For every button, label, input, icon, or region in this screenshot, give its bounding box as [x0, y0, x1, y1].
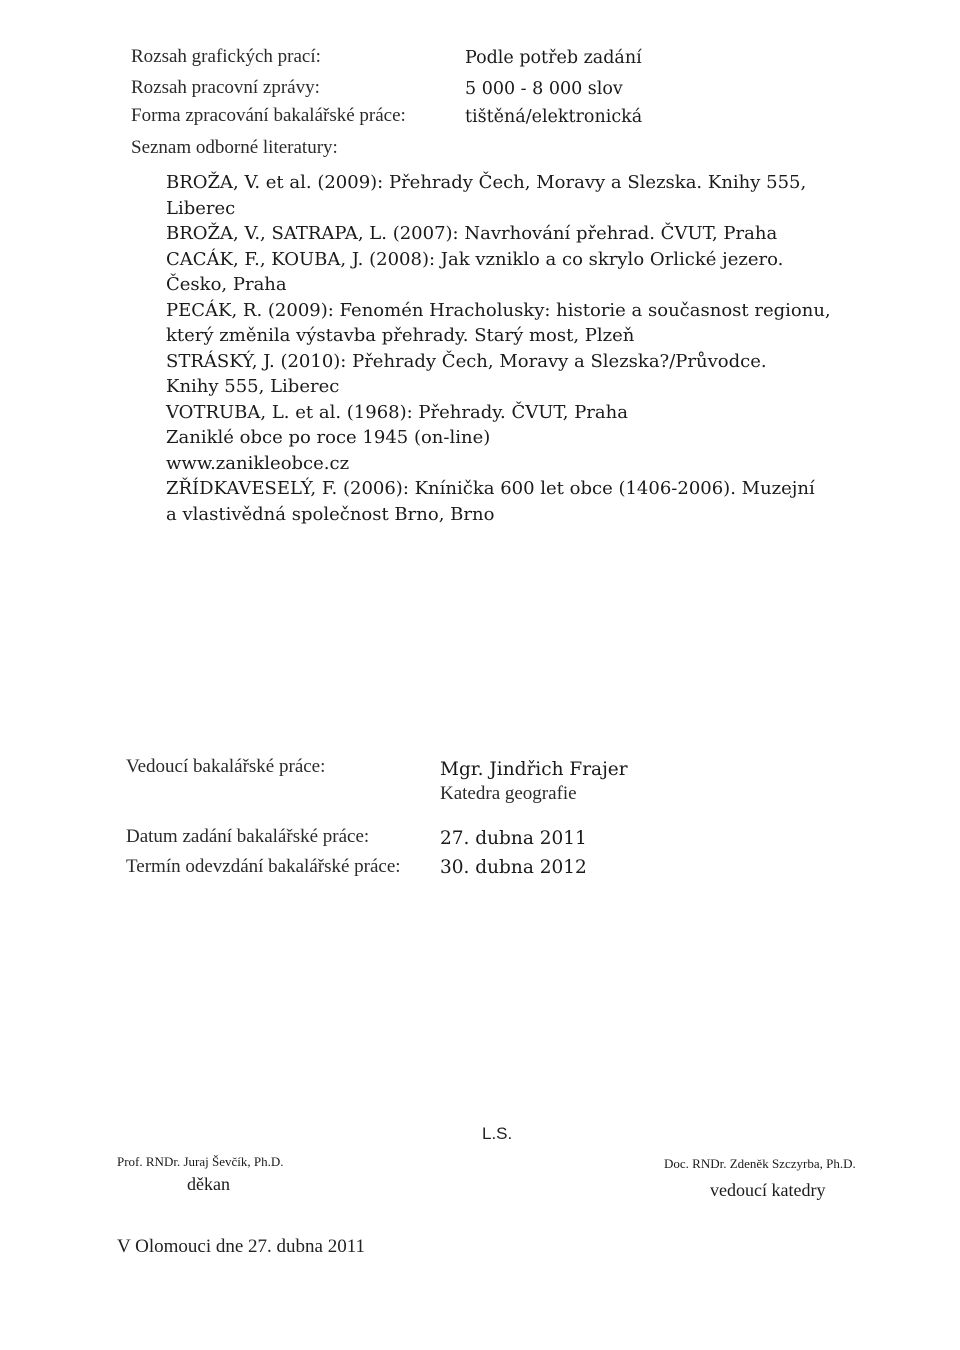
reference-line: www.zanikleobce.cz [166, 452, 350, 474]
due-date-label: Termín odevzdání bakalářské práce: [126, 856, 401, 877]
reference-item [166, 170, 886, 221]
reference-line: STRÁSKÝ, J. (2010): Přehrady Čech, Moravy a Slezska?/Průvodce. [166, 350, 767, 372]
reference-line: VOTRUBA, L. et al. (1968): Přehrady. ČVUT, Praha [166, 401, 628, 423]
reference-item [166, 247, 886, 298]
thesis-form-label: Forma zpracování bakalářské práce: [131, 105, 406, 126]
reference-item [166, 476, 886, 527]
reference-item [166, 425, 886, 476]
supervisor-department: Katedra geografie [440, 783, 577, 804]
reference-line: ZŘÍDKAVESELÝ, F. (2006): Knínička 600 let obce (1406-2006). Muzejní [166, 478, 815, 499]
department-head-role: vedoucí katedry [710, 1180, 826, 1200]
reference-line: BROŽA, V., SATRAPA, L. (2007): Navrhování přehrad. ČVUT, Praha [166, 223, 778, 244]
reference-line: a vlastivědná společnost Brno, Brno [166, 503, 495, 525]
reference-line: Liberec [166, 197, 236, 219]
dean-role: děkan [187, 1174, 230, 1194]
reference-item [166, 221, 886, 247]
reference-line: který změnila výstavba přehrady. Starý most, Plzeň [166, 325, 635, 346]
place-date: V Olomouci dne 27. dubna 2011 [117, 1236, 366, 1257]
assigned-date-label: Datum zadání bakalářské práce: [126, 826, 370, 847]
thesis-form-value: tištěná/elektronická [465, 107, 643, 127]
supervisor-name: Mgr. Jindřich Frajer [440, 759, 628, 780]
reference-line: CACÁK, F., KOUBA, J. (2008): Jak vzniklo a co skrylo Orlické jezero. [166, 248, 784, 270]
reference-item [166, 298, 886, 349]
reference-item [166, 349, 886, 400]
report-scope-label: Rozsah pracovní zprávy: [131, 77, 320, 98]
department-head-name: Doc. RNDr. Zdeněk Szczyrba, Ph.D. [664, 1156, 856, 1171]
literature-label: Seznam odborné literatury: [131, 137, 338, 158]
reference-line: PECÁK, R. (2009): Fenomén Hracholusky: historie a současnost regionu, [166, 299, 831, 321]
reference-line: BROŽA, V. et al. (2009): Přehrady Čech, Moravy a Slezska. Knihy 555, [166, 172, 807, 193]
graphics-scope-label: Rozsah grafických prací: [131, 46, 321, 67]
reference-item [166, 400, 886, 426]
assigned-date-value: 27. dubna 2011 [440, 828, 587, 849]
due-date-value: 30. dubna 2012 [440, 857, 587, 878]
reference-line: Knihy 555, Liberec [166, 376, 340, 397]
reference-list [166, 170, 886, 527]
seal-placeholder: L.S. [482, 1124, 513, 1143]
dean-name: Prof. RNDr. Juraj Ševčík, Ph.D. [117, 1154, 284, 1169]
report-scope-value: 5 000 - 8 000 slov [465, 79, 623, 99]
supervisor-label: Vedoucí bakalářské práce: [126, 756, 326, 777]
graphics-scope-value: Podle potřeb zadání [465, 48, 642, 68]
reference-line: Česko, Praha [166, 274, 287, 295]
reference-line: Zaniklé obce po roce 1945 (on-line) [166, 427, 491, 448]
